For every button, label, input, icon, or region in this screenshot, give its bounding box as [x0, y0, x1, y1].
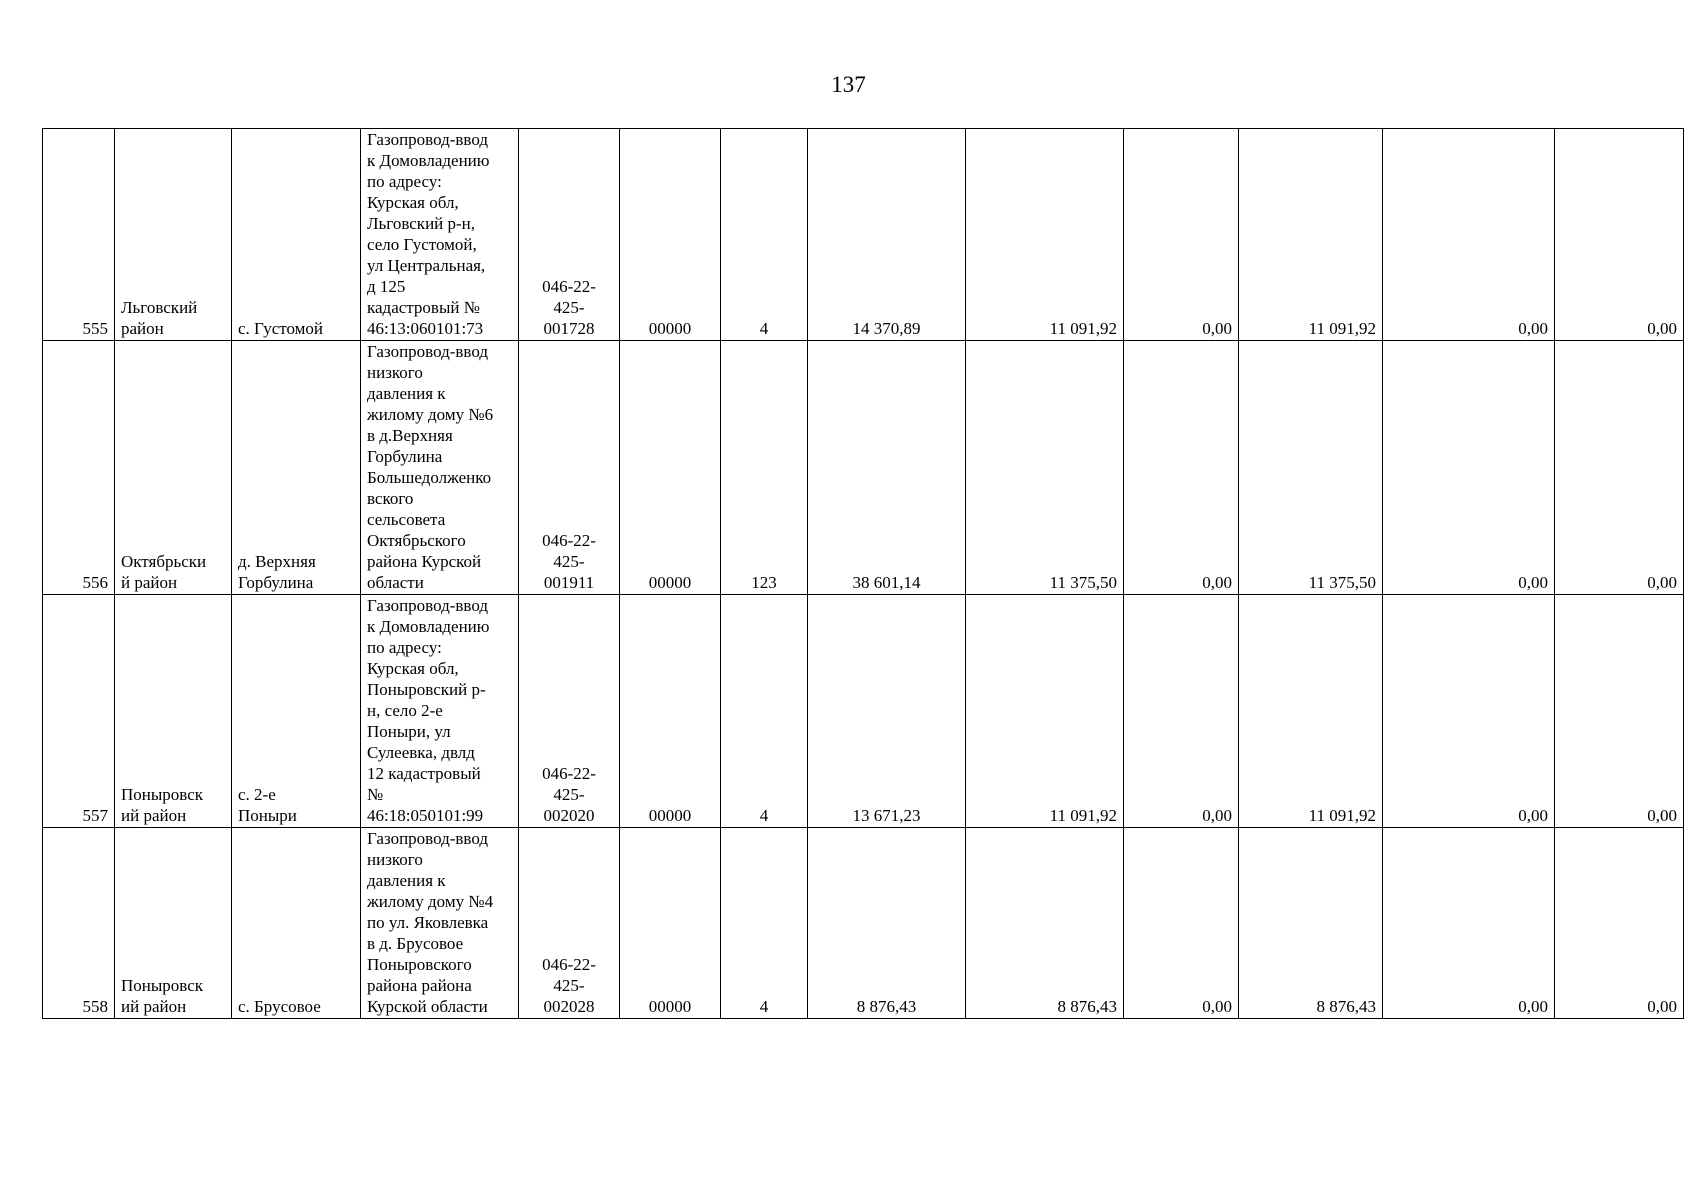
zeros-cell: 00000	[620, 129, 721, 341]
value-3-cell: 0,00	[1124, 341, 1239, 595]
value-6-cell: 0,00	[1555, 129, 1684, 341]
value-2-cell: 11 091,92	[966, 595, 1124, 828]
table-body	[43, 129, 1684, 1019]
value-3-cell: 0,00	[1124, 828, 1239, 1019]
value-5-cell: 0,00	[1383, 129, 1555, 341]
value-5-cell: 0,00	[1383, 828, 1555, 1019]
value-4-cell: 11 091,92	[1239, 595, 1383, 828]
page-number: 137	[831, 72, 866, 97]
value-6-cell: 0,00	[1555, 595, 1684, 828]
value-2-cell: 11 375,50	[966, 341, 1124, 595]
code-cell: 046-22- 425- 002020	[519, 595, 620, 828]
quantity-cell: 4	[721, 828, 808, 1019]
description-cell: Газопровод-ввод низкого давления к жилому дому №6 в д.Верхняя Горбулина Большедолженко вского сельсовета Октябрьского района Курской области	[361, 341, 519, 595]
quantity-cell: 4	[721, 595, 808, 828]
row-number-cell: 558	[43, 828, 115, 1019]
value-1-cell: 13 671,23	[808, 595, 966, 828]
value-2-cell: 11 091,92	[966, 129, 1124, 341]
zeros-cell: 00000	[620, 828, 721, 1019]
code-cell: 046-22- 425- 001728	[519, 129, 620, 341]
value-1-cell: 38 601,14	[808, 341, 966, 595]
settlement-cell: с. Брусовое	[232, 828, 361, 1019]
district-cell: Октябрьски й район	[115, 341, 232, 595]
value-3-cell: 0,00	[1124, 595, 1239, 828]
value-4-cell: 11 375,50	[1239, 341, 1383, 595]
description-cell: Газопровод-ввод к Домовладению по адресу: Курская обл, Поныровский р- н, село 2-е Поныри, ул Сулеевка, двлд 12 кадастровый № 46:18:050101:99	[361, 595, 519, 828]
row-number-cell: 556	[43, 341, 115, 595]
quantity-cell: 123	[721, 341, 808, 595]
table-row	[43, 595, 1684, 828]
quantity-cell: 4	[721, 129, 808, 341]
row-number-cell: 555	[43, 129, 115, 341]
value-6-cell: 0,00	[1555, 341, 1684, 595]
zeros-cell: 00000	[620, 595, 721, 828]
value-2-cell: 8 876,43	[966, 828, 1124, 1019]
settlement-cell: д. Верхняя Горбулина	[232, 341, 361, 595]
value-1-cell: 8 876,43	[808, 828, 966, 1019]
value-3-cell: 0,00	[1124, 129, 1239, 341]
value-5-cell: 0,00	[1383, 595, 1555, 828]
code-cell: 046-22- 425- 002028	[519, 828, 620, 1019]
settlement-cell: с. Густомой	[232, 129, 361, 341]
code-cell: 046-22- 425- 001911	[519, 341, 620, 595]
district-cell: Льговский район	[115, 129, 232, 341]
district-cell: Поныровск ий район	[115, 828, 232, 1019]
description-cell: Газопровод-ввод низкого давления к жилому дому №4 по ул. Яковлевка в д. Брусовое Поныровского района района Курской области	[361, 828, 519, 1019]
settlement-cell: с. 2-е Поныри	[232, 595, 361, 828]
registry-table	[42, 128, 1684, 1019]
table-row	[43, 828, 1684, 1019]
row-number-cell: 557	[43, 595, 115, 828]
zeros-cell: 00000	[620, 341, 721, 595]
value-5-cell: 0,00	[1383, 341, 1555, 595]
value-4-cell: 11 091,92	[1239, 129, 1383, 341]
value-6-cell: 0,00	[1555, 828, 1684, 1019]
value-1-cell: 14 370,89	[808, 129, 966, 341]
description-cell: Газопровод-ввод к Домовладению по адресу: Курская обл, Льговский р-н, село Густомой, ул Центральная, д 125 кадастровый № 46:13:060101:73	[361, 129, 519, 341]
value-4-cell: 8 876,43	[1239, 828, 1383, 1019]
table-row	[43, 129, 1684, 341]
district-cell: Поныровск ий район	[115, 595, 232, 828]
table-row	[43, 341, 1684, 595]
